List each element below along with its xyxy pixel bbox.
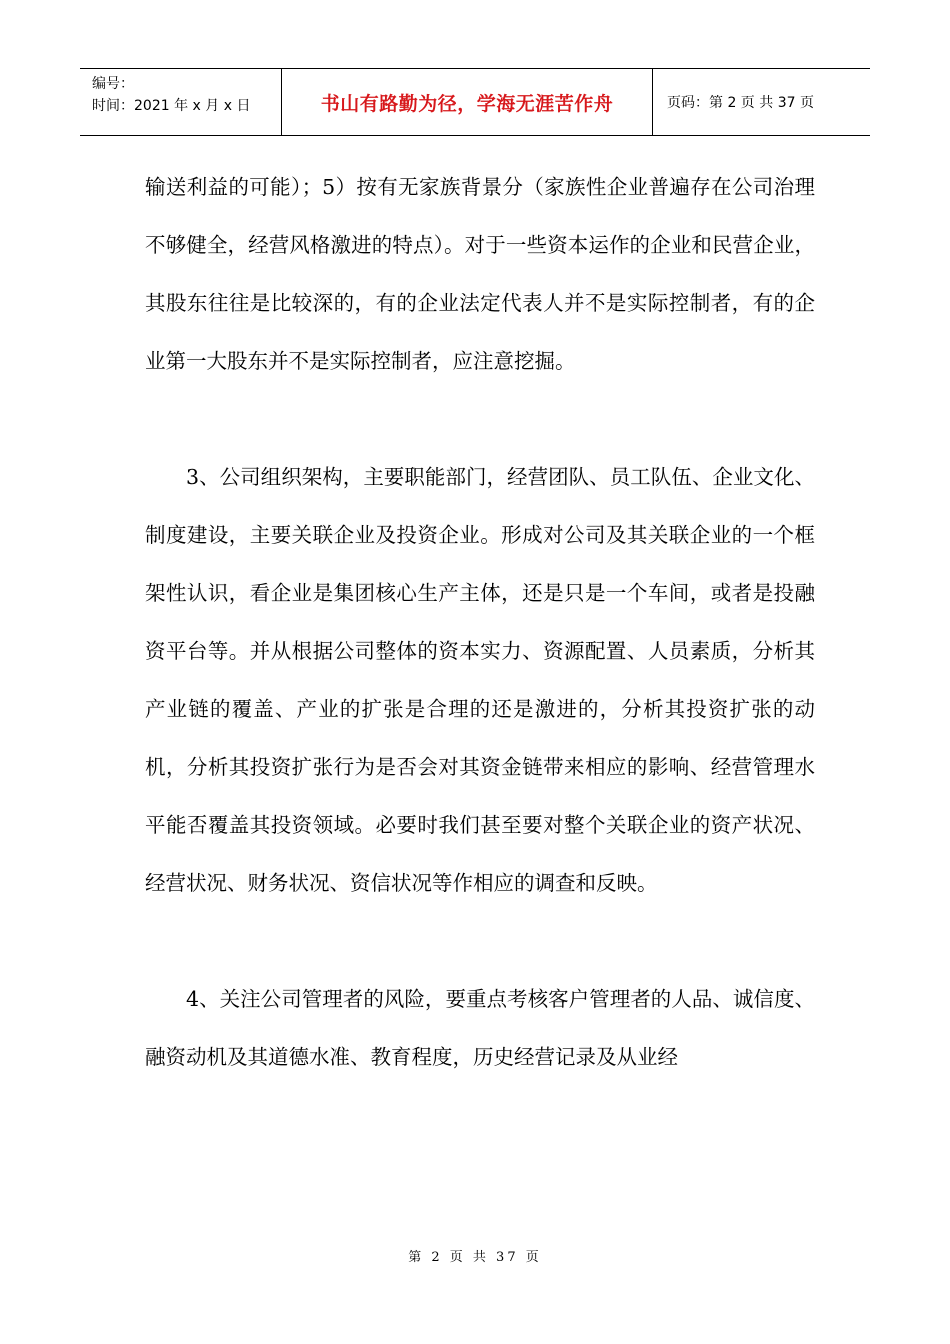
document-number-label: 编号：: [92, 76, 134, 92]
header-page-number: 页码：第 2 页 共 37 页: [667, 95, 814, 111]
paragraph-spacer: [145, 390, 815, 448]
page-footer: 第 2 页 共 37 页: [408, 1250, 542, 1265]
paragraph-spacer: [145, 912, 815, 970]
header-motto: 书山有路勤为径，学海无涯苦作舟: [282, 69, 653, 135]
header-info-cell: [80, 69, 282, 135]
page-header: [80, 68, 870, 136]
document-body: [145, 158, 815, 1086]
paragraph-management-risk: 4、关注公司管理者的风险，要重点考核客户管理者的人品、诚信度、融资动机及其道德水准、教育程度，历史经营记录及从业经: [145, 987, 815, 1069]
document-date-label: 时间：2021 年 x 月 x 日: [92, 98, 251, 114]
paragraph-organization-structure: 3、公司组织架构，主要职能部门，经营团队、员工队伍、企业文化、制度建设，主要关联企业及投资企业。形成对公司及其关联企业的一个框架性认识，看企业是集团核心生产主体，还是只是一个车间，或者是投融资平台等。并从根据公司整体的资本实力、资源配置、人员素质，分析其产业链的覆盖、产业的扩张是合理的还是激进的，分析其投资扩张的动机，分析其投资扩张行为是否会对其资金链带来相应的影响、经营管理水平能否覆盖其投资领域。必要时我们甚至要对整个关联企业的资产状况、经营状况、财务状况、资信状况等作相应的调查和反映。: [145, 465, 815, 895]
paragraph-continuation: 输送利益的可能）；5）按有无家族背景分（家族性企业普遍存在公司治理不够健全，经营风格激进的特点）。对于一些资本运作的企业和民营企业，其股东往往是比较深的，有的企业法定代表人并不是实际控制者，有的企业第一大股东并不是实际控制者，应注意挖掘。: [145, 175, 815, 373]
